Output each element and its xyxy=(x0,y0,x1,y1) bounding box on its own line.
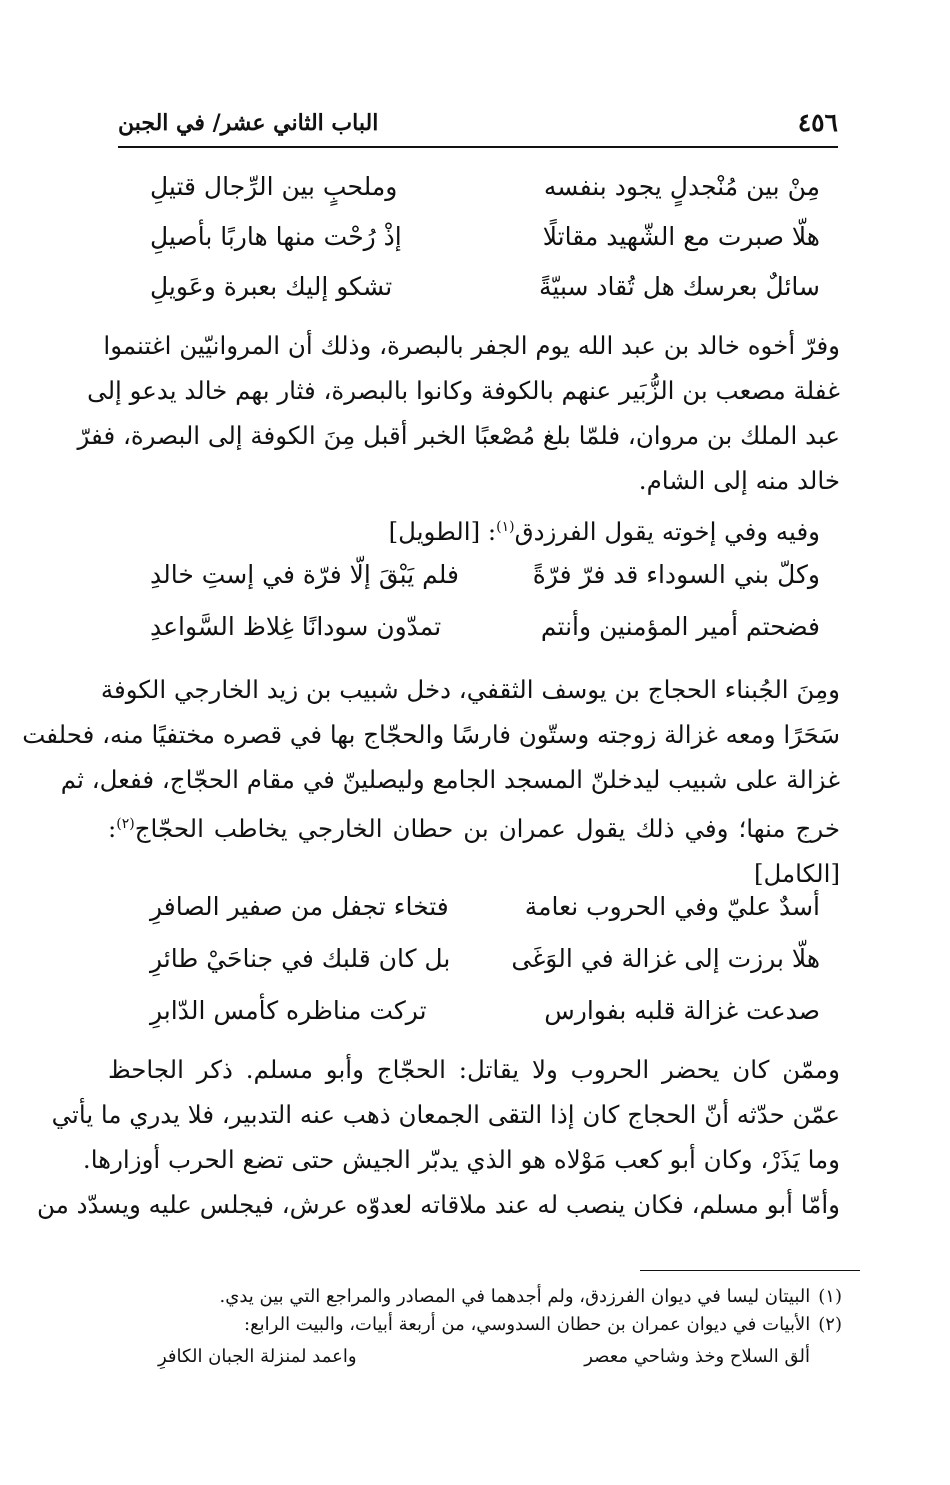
line-text: خرج منها؛ وفي ذلك يقول عمران بن حطان الخارجي يخاطب الحجّاج xyxy=(134,814,840,844)
verse-line xyxy=(150,172,820,212)
page-number: ٤٥٦ xyxy=(797,108,838,137)
verse-line xyxy=(150,996,820,1036)
footnote-mark: (١) xyxy=(818,1286,842,1307)
footnote xyxy=(130,1286,842,1307)
verse-first-hemistich: صدعت غزالة قلبه بفوارس xyxy=(544,996,820,1025)
text-line: سَحَرًا ومعه غزالة زوجته وستّون فارسًا والحجّاج بها في قصره مختفيًا منه، فحلفت xyxy=(22,720,840,749)
text-line: غزالة على شبيب ليدخلنّ المسجد الجامع وليصلينّ في مقام الحجّاج، ففعل، ثم xyxy=(60,765,840,794)
verse-first-hemistich: هلّا صبرت مع الشّهيد مقاتلًا xyxy=(542,222,820,251)
footnote-mark: (٢) xyxy=(818,1314,842,1335)
verse-second-hemistich: تركت مناظره كأمس الدّابرِ xyxy=(150,996,427,1025)
text-line: وأمّا أبو مسلم، فكان ينصب له عند ملاقاته لعدوّه عرش، فيجلس عليه ويسدّد من xyxy=(37,1190,840,1219)
chapter-title: الباب الثاني عشر/ في الجبن xyxy=(118,110,379,136)
verse-second-hemistich: تشكو إليك بعبرة وعَويلِ xyxy=(150,272,393,301)
verse-first-hemistich: أسدٌ عليّ وفي الحروب نعامة xyxy=(524,892,820,921)
text-line: عمّن حدّثه أنّ الحجاج كان إذا التقى الجمعان ذهب عنه التدبير، فلا يدري ما يأتي xyxy=(51,1100,840,1129)
verse-intro xyxy=(108,505,820,554)
meter-label: : [الطويل] xyxy=(388,517,497,547)
footnote-rule xyxy=(640,1270,860,1271)
verse-first-hemistich: هلّا برزت إلى غزالة في الوَغَى xyxy=(511,944,820,973)
verse-second-hemistich: فتخاء تجفل من صفير الصافرِ xyxy=(150,892,449,921)
verse-line xyxy=(150,944,820,984)
line-end: : xyxy=(108,814,117,844)
verse-first-hemistich: وكلّ بني السوداء قد فرّ فرّةً xyxy=(532,560,820,589)
text-line: وممّن كان يحضر الحروب ولا يقاتل: الحجّاج وأبو مسلم. ذكر الجاحظ xyxy=(108,1055,840,1084)
verse-second-hemistich: وملحبٍ بين الرِّجال قتيلِ xyxy=(150,172,398,201)
intro-text: وفيه وفي إخوته يقول الفرزدق xyxy=(514,517,820,547)
verse-line xyxy=(150,892,820,932)
header-rule xyxy=(118,146,838,148)
verse-second-hemistich: إذْ رُحْت منها هاربًا بأصيلِ xyxy=(150,222,402,251)
verse-second-hemistich: فلم يَبْقَ إلّا فرّة في إستِ خالدِ xyxy=(150,560,459,589)
footnote-ref: (٢) xyxy=(116,816,135,832)
paragraph xyxy=(77,323,840,503)
verse-first-hemistich: مِنْ بين مُنْجدلٍ يجود بنفسه xyxy=(543,172,820,201)
text-line: وما يَذَرْ، وكان أبو كعب مَوْلاه هو الذي يدبّر الجيش حتى تضع الحرب أوزارها. xyxy=(82,1145,840,1174)
text-line: غفلة مصعب بن الزُّبَير عنهم بالكوفة وكانوا بالبصرة، فثار بهم خالد يدعو إلى xyxy=(87,376,840,405)
verse-line xyxy=(150,222,820,262)
verse-first-hemistich: فضحتم أمير المؤمنين وأنتم xyxy=(540,612,820,641)
footnote xyxy=(130,1314,842,1335)
text-line: عبد الملك بن مروان، فلمّا بلغ مُصْعبًا الخبر أقبل مِنَ الكوفة إلى البصرة، ففرّ xyxy=(77,421,840,450)
text-line xyxy=(108,802,840,851)
footnote-text: الأبيات في ديوان عمران بن حطان السدوسي، من أربعة أبيات، والبيت الرابع: xyxy=(244,1314,811,1335)
text-line: ومِنَ الجُبناء الحجاج بن يوسف الثقفي، دخل شبيب بن زيد الخارجي الكوفة xyxy=(100,675,840,704)
paragraph xyxy=(22,667,840,896)
paragraph xyxy=(37,1047,840,1227)
verse-first-hemistich: ألق السلاح وخذ وشاحي معصر xyxy=(584,1346,810,1367)
verse-line xyxy=(150,272,820,312)
verse-second-hemistich: بل كان قلبك في جناحَيْ طائرِ xyxy=(150,944,451,973)
text-line: وفرّ أخوه خالد بن عبد الله يوم الجفر بالبصرة، وذلك أن المروانيّين اغتنموا xyxy=(103,331,840,360)
text-line: خالد منه إلى الشام. xyxy=(638,466,840,495)
verse-second-hemistich: واعمد لمنزلة الجبان الكافرِ xyxy=(158,1346,357,1367)
verse-line xyxy=(150,612,820,652)
verse-first-hemistich: سائلٌ بعرسك هل تُقاد سبيّةً xyxy=(539,272,820,301)
verse-line xyxy=(150,560,820,600)
footnote-text: البيتان ليسا في ديوان الفرزدق، ولم أجدهما في المصادر والمراجع التي بين يدي. xyxy=(219,1286,811,1307)
meter-label: [الكامل] xyxy=(753,859,840,889)
page-header xyxy=(118,104,838,144)
verse-second-hemistich: تمدّون سودانًا غِلاظ السَّواعدِ xyxy=(150,612,442,641)
footnote-ref: (١) xyxy=(496,519,515,535)
